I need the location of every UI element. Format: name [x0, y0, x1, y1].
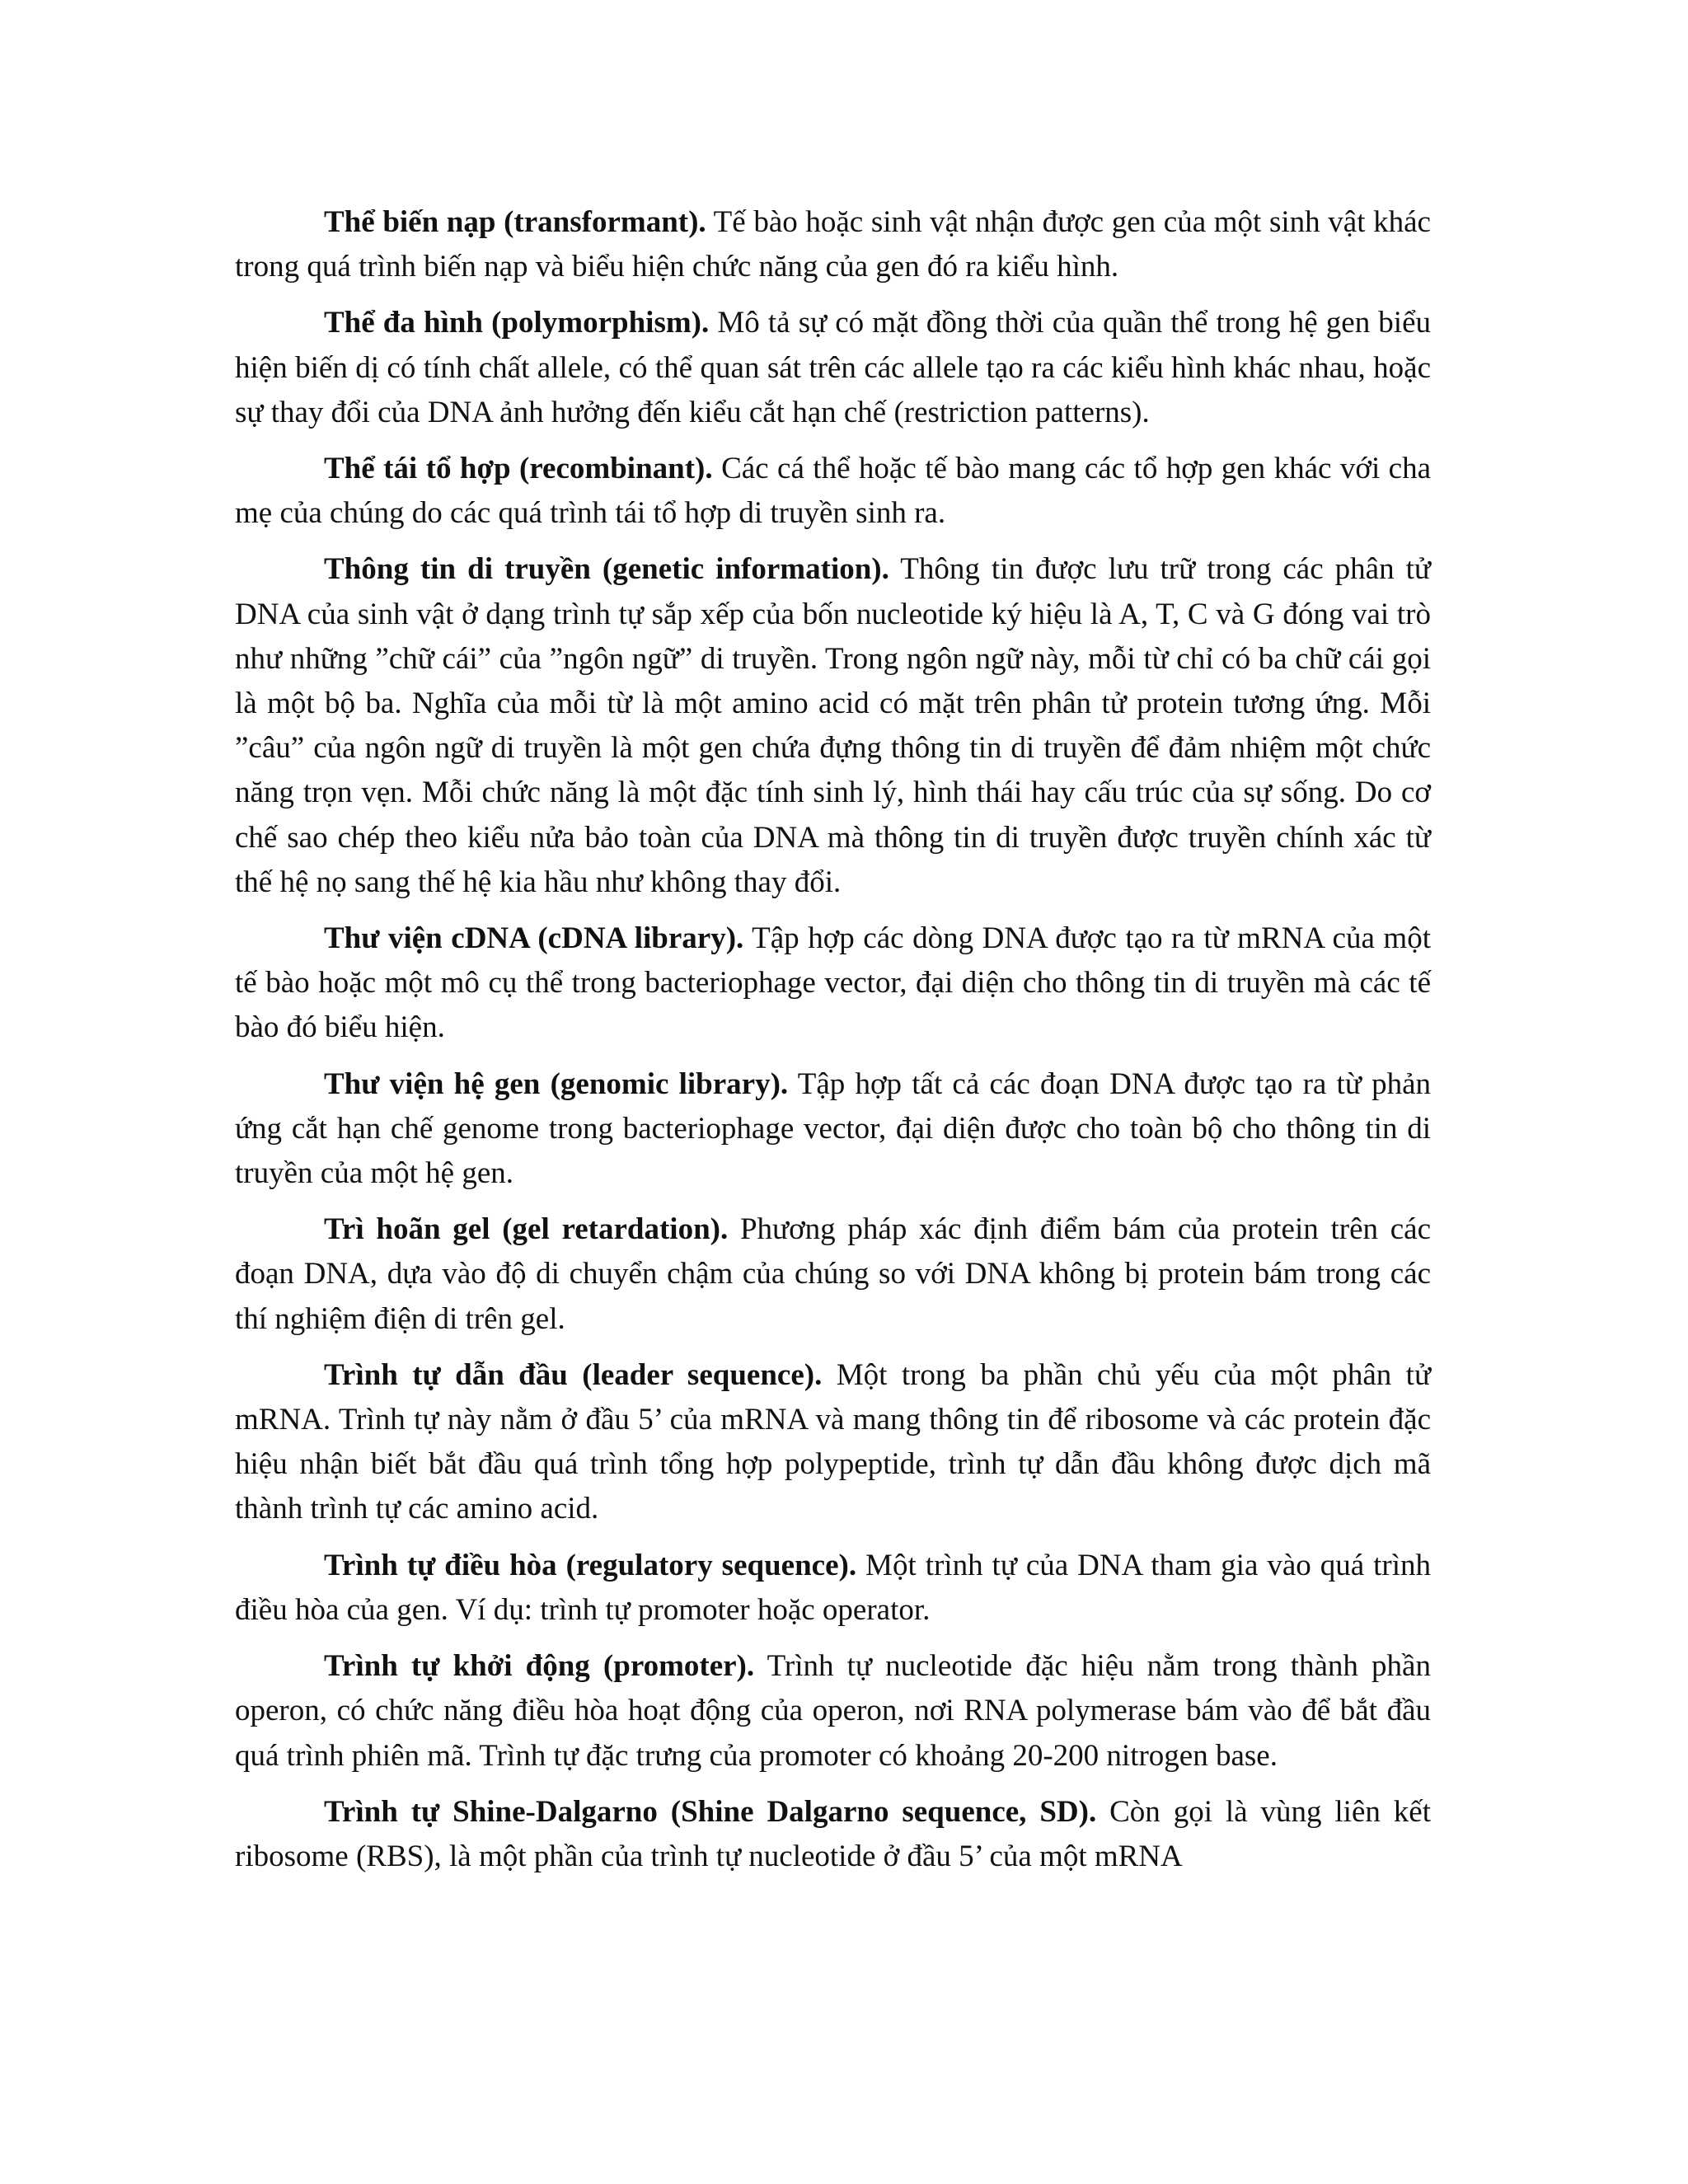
glossary-entry-leader-sequence	[235, 1353, 1431, 1532]
entry-term: Thông tin di truyền (genetic information).	[324, 552, 889, 587]
entry-term: Thể biến nạp (transformant).	[324, 205, 706, 239]
entry-definition: Một trong ba phần chủ yếu của một phân tử mRNA. Trình tự này nằm ở đầu 5’ của mRNA và mang thông tin để ribosome và các protein đặc hiệu nhận biết bắt đầu quá trình tổng hợp polypeptide, trình tự dẫn đầu không được dịch mã thành trình tự các amino acid.	[235, 1357, 1432, 1526]
glossary-entry-polymorphism	[235, 301, 1431, 435]
entry-term: Trình tự điều hòa (regulatory sequence).	[324, 1548, 857, 1582]
entry-definition: Tế bào hoặc sinh vật nhận được gen của một sinh vật khác trong quá trình biến nạp và biểu hiện chức năng của gen đó ra kiểu hình.	[235, 205, 1431, 284]
glossary-entry-transformant	[235, 200, 1431, 289]
entry-definition: Tập hợp các dòng DNA được tạo ra từ mRNA của một tế bào hoặc một mô cụ thể trong bacteriophage vector, đại diện cho thông tin di truyền mà các tế bào đó biểu hiện.	[235, 921, 1431, 1045]
entry-term: Thư viện hệ gen (genomic library).	[324, 1066, 789, 1101]
entry-definition: Tập hợp tất cả các đoạn DNA được tạo ra từ phản ứng cắt hạn chế genome trong bacteriophage vector, đại diện được cho toàn bộ cho thông tin di truyền của một hệ gen.	[235, 1066, 1431, 1191]
entry-term: Trì hoãn gel (gel retardation).	[324, 1212, 729, 1247]
entry-definition: Thông tin được lưu trữ trong các phân tử DNA của sinh vật ở dạng trình tự sắp xếp của bốn nucleotide ký hiệu là A, T, C và G đóng vai trò như những ”chữ cái” của ”ngôn ngữ” di truyền. Trong ngôn ngữ này, mỗi từ chỉ có ba chữ cái gọi là một bộ ba. Nghĩa của mỗi từ là một amino acid có mặt trên phân tử protein tương ứng. Mỗi ”câu” của ngôn ngữ di truyền là một gen chứa đựng thông tin di truyền để đảm nhiệm một chức năng trọn vẹn. Mỗi chức năng là một đặc tính sinh lý, hình thái hay cấu trúc của sự sống. Do cơ chế sao chép theo kiểu nửa bảo toàn của DNA mà thông tin di truyền được truyền chính xác từ thế hệ nọ sang thế hệ kia hầu như không thay đổi.	[235, 552, 1431, 899]
glossary-entry-regulatory-sequence	[235, 1544, 1431, 1633]
entry-definition: Còn gọi là vùng liên kết ribosome (RBS), là một phần của trình tự nucleotide ở đầu 5’ của một mRNA	[235, 1794, 1431, 1873]
entry-definition: Trình tự nucleotide đặc hiệu nằm trong thành phần operon, có chức năng điều hòa hoạt động của operon, nơi RNA polymerase bám vào để bắt đầu quá trình phiên mã. Trình tự đặc trưng của promoter có khoảng 20-200 nitrogen base.	[235, 1649, 1431, 1773]
glossary-body	[235, 200, 1431, 1891]
glossary-entry-cdna-library	[235, 916, 1431, 1051]
glossary-entry-promoter	[235, 1644, 1431, 1779]
glossary-entry-genetic-information	[235, 547, 1431, 905]
entry-term: Thể tái tổ hợp (recombinant).	[324, 452, 713, 486]
entry-definition: Các cá thể hoặc tế bào mang các tổ hợp gen khác với cha mẹ của chúng do các quá trình tái tổ hợp di truyền sinh ra.	[235, 452, 1432, 531]
glossary-entry-shine-dalgarno	[235, 1790, 1431, 1879]
glossary-entry-genomic-library	[235, 1062, 1431, 1197]
entry-term: Thể đa hình (polymorphism).	[324, 306, 710, 340]
entry-term: Trình tự Shine-Dalgarno (Shine Dalgarno sequence, SD).	[324, 1794, 1097, 1829]
entry-term: Thư viện cDNA (cDNA library).	[324, 921, 744, 956]
entry-term: Trình tự khởi động (promoter).	[324, 1649, 755, 1684]
entry-term: Trình tự dẫn đầu (leader sequence).	[324, 1357, 823, 1392]
glossary-entry-gel-retardation	[235, 1207, 1431, 1342]
entry-definition: Một trình tự của DNA tham gia vào quá trình điều hòa của gen. Ví dụ: trình tự promoter hoặc operator.	[235, 1548, 1431, 1627]
entry-definition: Phương pháp xác định điểm bám của protein trên các đoạn DNA, dựa vào độ di chuyển chậm của chúng so với DNA không bị protein bám trong các thí nghiệm điện di trên gel.	[235, 1212, 1432, 1336]
glossary-entry-recombinant	[235, 447, 1431, 536]
entry-definition: Mô tả sự có mặt đồng thời của quần thể trong hệ gen biểu hiện biến dị có tính chất allele, có thể quan sát trên các allele tạo ra các kiểu hình khác nhau, hoặc sự thay đổi của DNA ảnh hưởng đến kiểu cắt hạn chế (restriction patterns).	[235, 306, 1432, 429]
